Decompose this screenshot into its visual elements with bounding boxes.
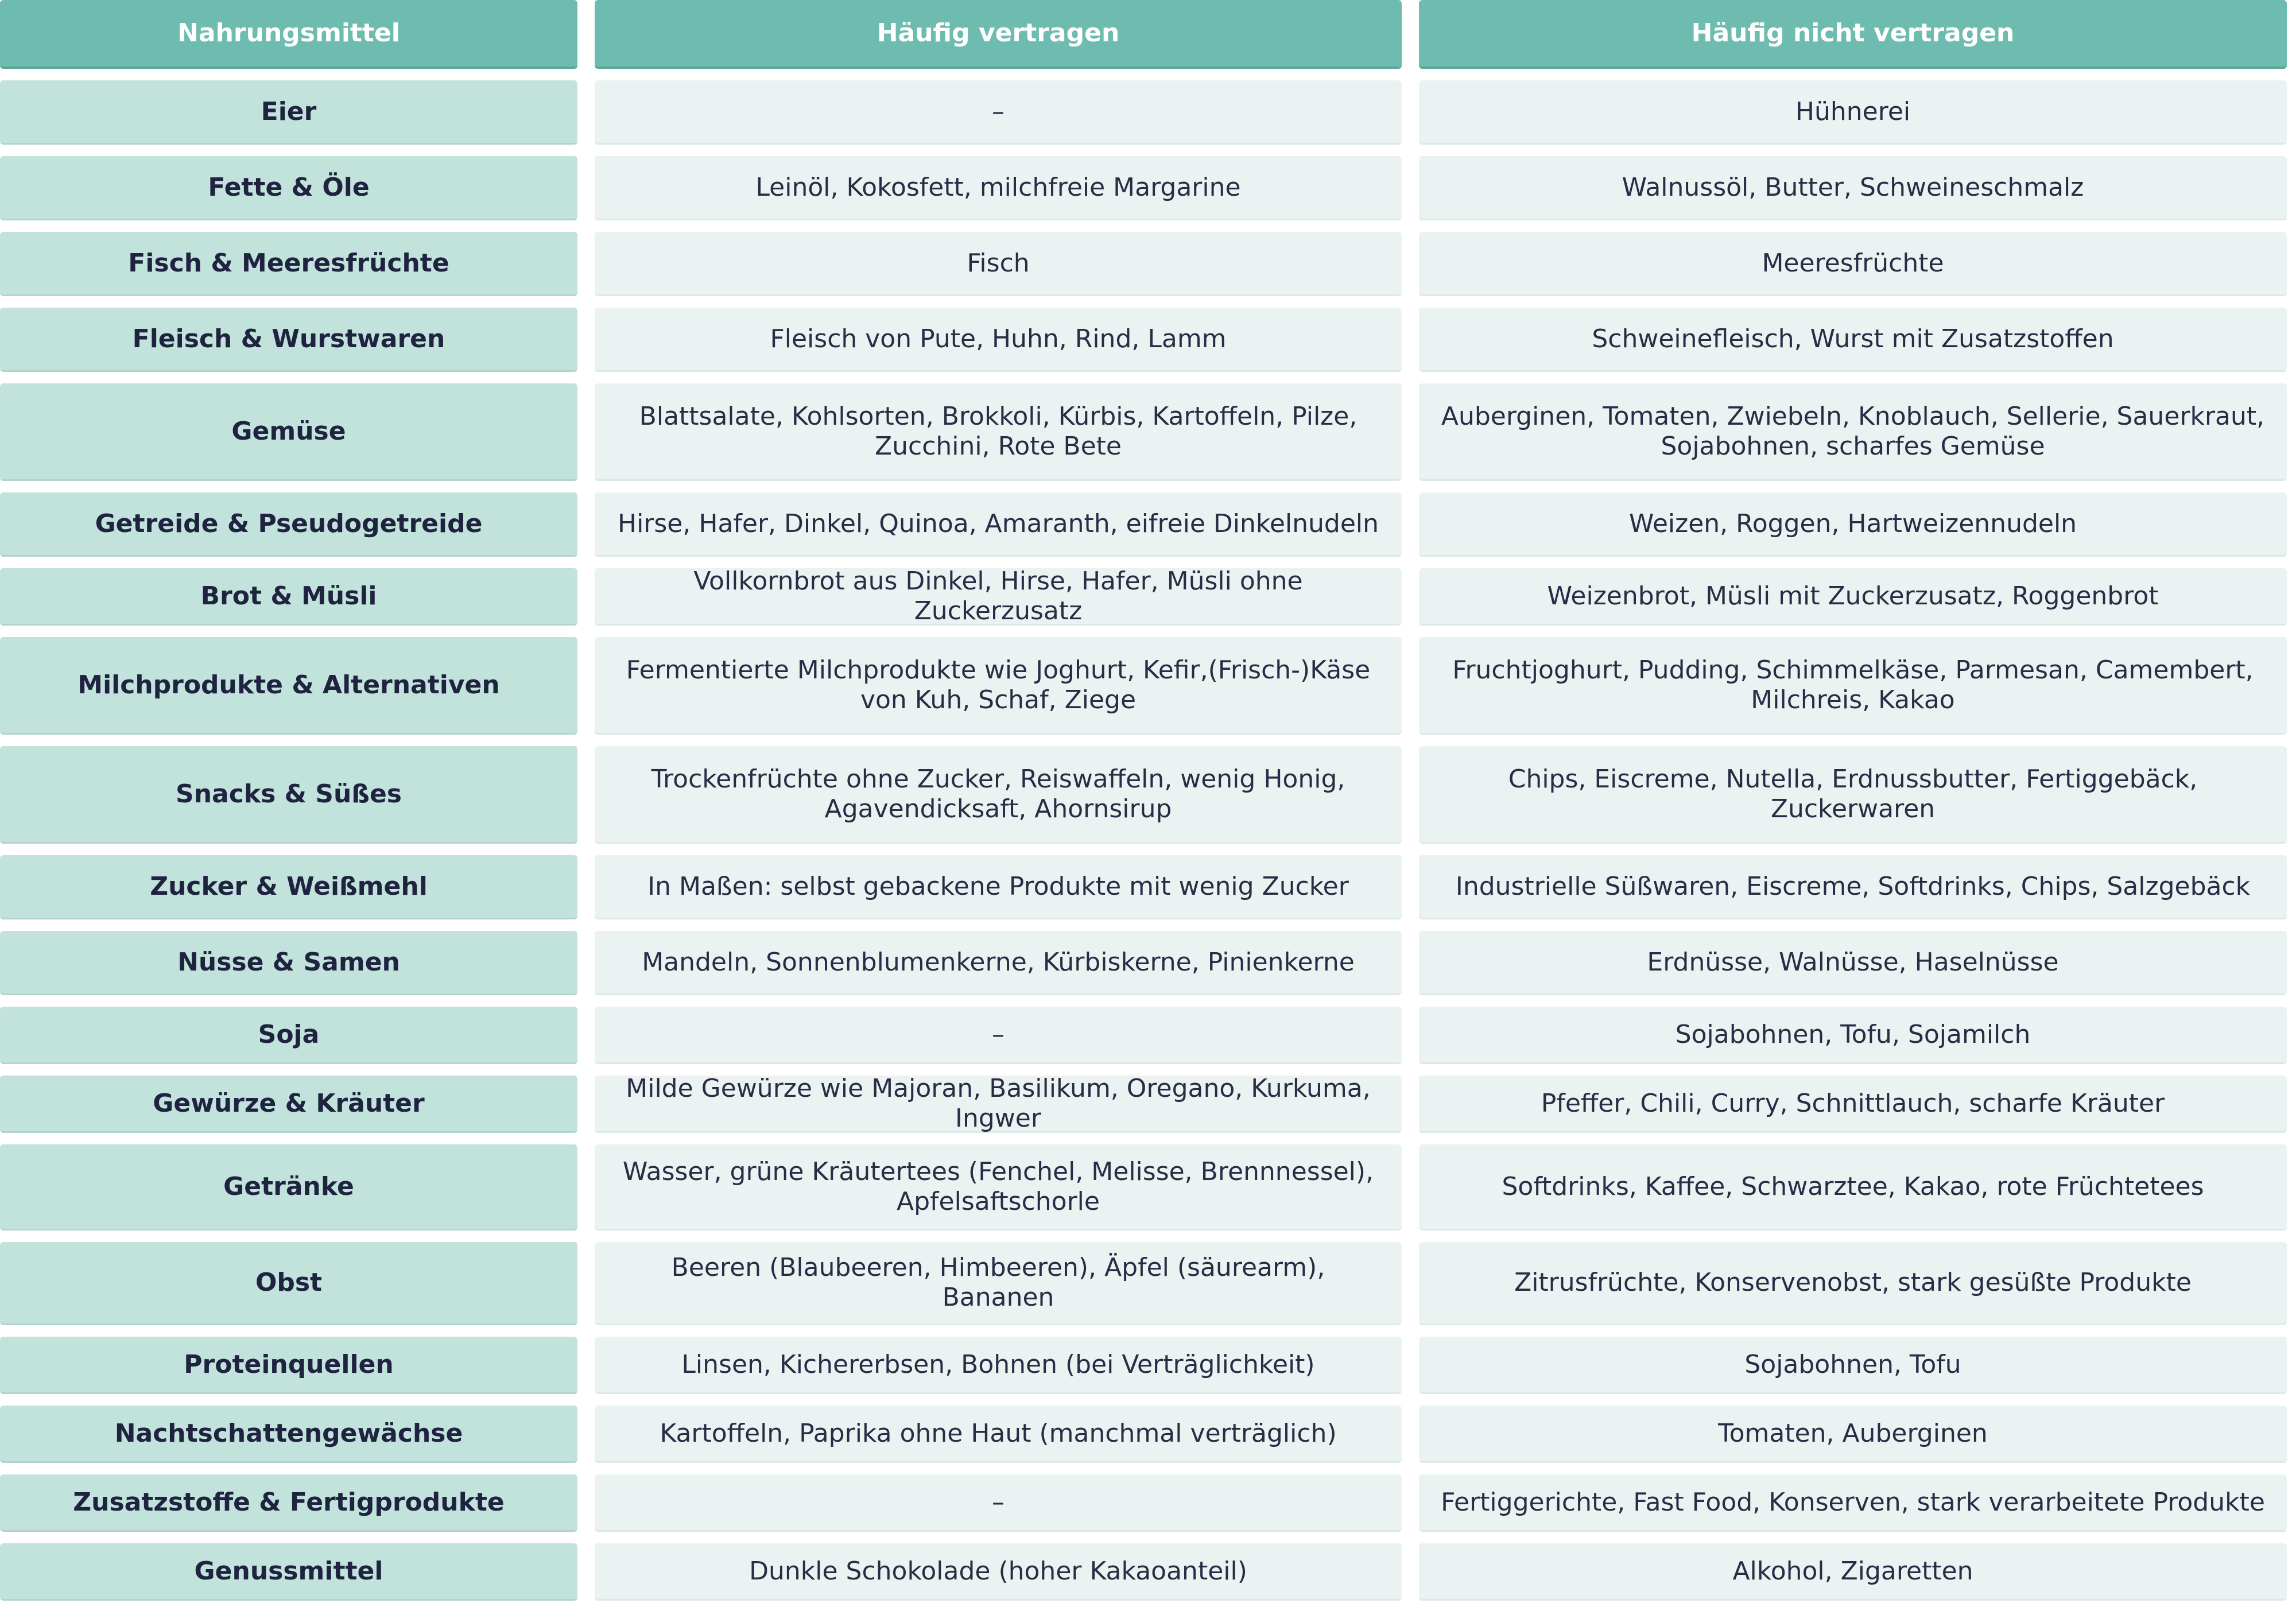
tolerated-cell: Fisch [595, 232, 1402, 296]
tolerated-cell: Hirse, Hafer, Dinkel, Quinoa, Amaranth, eifreie Dinkelnudeln [595, 492, 1402, 557]
column-header-food: Nahrungsmittel [0, 0, 577, 69]
tolerated-cell: Beeren (Blaubeeren, Himbeeren), Äpfel (säurearm), Bananen [595, 1242, 1402, 1325]
tolerated-cell: Fleisch von Pute, Huhn, Rind, Lamm [595, 308, 1402, 372]
tolerated-cell: – [595, 80, 1402, 145]
food-category-cell: Genussmittel [0, 1543, 577, 1601]
not-tolerated-cell: Weizen, Roggen, Hartweizennudeln [1419, 492, 2287, 557]
not-tolerated-cell: Meeresfrüchte [1419, 232, 2287, 296]
tolerated-cell: Mandeln, Sonnenblumenkerne, Kürbiskerne, Pinienkerne [595, 931, 1402, 995]
not-tolerated-cell: Fruchtjoghurt, Pudding, Schimmelkäse, Parmesan, Camembert, Milchreis, Kakao [1419, 637, 2287, 735]
tolerated-cell: Milde Gewürze wie Majoran, Basilikum, Oregano, Kurkuma, Ingwer [595, 1076, 1402, 1133]
food-category-cell: Gemüse [0, 383, 577, 481]
tolerated-cell: Fermentierte Milchprodukte wie Joghurt, Kefir,(Frisch-)Käse von Kuh, Schaf, Ziege [595, 637, 1402, 735]
column-header-tolerated: Häufig vertragen [595, 0, 1402, 69]
not-tolerated-cell: Schweinefleisch, Wurst mit Zusatzstoffen [1419, 308, 2287, 372]
tolerated-cell: Linsen, Kichererbsen, Bohnen (bei Verträglichkeit) [595, 1337, 1402, 1394]
tolerated-cell: Kartoffeln, Paprika ohne Haut (manchmal verträglich) [595, 1406, 1402, 1463]
not-tolerated-cell: Auberginen, Tomaten, Zwiebeln, Knoblauch, Sellerie, Sauerkraut, Sojabohnen, scharfes Gemüse [1419, 383, 2287, 481]
food-category-cell: Zusatzstoffe & Fertigprodukte [0, 1474, 577, 1532]
food-category-cell: Eier [0, 80, 577, 145]
tolerated-cell: Vollkornbrot aus Dinkel, Hirse, Hafer, Müsli ohne Zuckerzusatz [595, 568, 1402, 626]
tolerated-cell: Wasser, grüne Kräutertees (Fenchel, Melisse, Brennnessel), Apfelsaftschorle [595, 1144, 1402, 1231]
tolerated-cell: Blattsalate, Kohlsorten, Brokkoli, Kürbis, Kartoffeln, Pilze, Zucchini, Rote Bete [595, 383, 1402, 481]
tolerated-cell: – [595, 1007, 1402, 1064]
not-tolerated-cell: Walnussöl, Butter, Schweineschmalz [1419, 156, 2287, 220]
food-category-cell: Getreide & Pseudogetreide [0, 492, 577, 557]
not-tolerated-cell: Pfeffer, Chili, Curry, Schnittlauch, scharfe Kräuter [1419, 1076, 2287, 1133]
tolerated-cell: – [595, 1474, 1402, 1532]
not-tolerated-cell: Zitrusfrüchte, Konservenobst, stark gesüßte Produkte [1419, 1242, 2287, 1325]
tolerated-cell: Dunkle Schokolade (hoher Kakaoanteil) [595, 1543, 1402, 1601]
food-category-cell: Getränke [0, 1144, 577, 1231]
food-category-cell: Obst [0, 1242, 577, 1325]
food-category-cell: Zucker & Weißmehl [0, 855, 577, 919]
not-tolerated-cell: Hühnerei [1419, 80, 2287, 145]
food-category-cell: Fette & Öle [0, 156, 577, 220]
not-tolerated-cell: Fertiggerichte, Fast Food, Konserven, stark verarbeitete Produkte [1419, 1474, 2287, 1532]
not-tolerated-cell: Chips, Eiscreme, Nutella, Erdnussbutter, Fertiggebäck, Zuckerwaren [1419, 746, 2287, 844]
not-tolerated-cell: Softdrinks, Kaffee, Schwarztee, Kakao, rote Früchtetees [1419, 1144, 2287, 1231]
not-tolerated-cell: Alkohol, Zigaretten [1419, 1543, 2287, 1601]
column-header-not-tolerated: Häufig nicht vertragen [1419, 0, 2287, 69]
not-tolerated-cell: Sojabohnen, Tofu [1419, 1337, 2287, 1394]
tolerated-cell: Leinöl, Kokosfett, milchfreie Margarine [595, 156, 1402, 220]
not-tolerated-cell: Industrielle Süßwaren, Eiscreme, Softdrinks, Chips, Salzgebäck [1419, 855, 2287, 919]
not-tolerated-cell: Tomaten, Auberginen [1419, 1406, 2287, 1463]
food-category-cell: Gewürze & Kräuter [0, 1076, 577, 1133]
food-category-cell: Proteinquellen [0, 1337, 577, 1394]
not-tolerated-cell: Erdnüsse, Walnüsse, Haselnüsse [1419, 931, 2287, 995]
food-category-cell: Nachtschattengewächse [0, 1406, 577, 1463]
food-category-cell: Fisch & Meeresfrüchte [0, 232, 577, 296]
food-category-cell: Brot & Müsli [0, 568, 577, 626]
food-category-cell: Milchprodukte & Alternativen [0, 637, 577, 735]
food-category-cell: Snacks & Süßes [0, 746, 577, 844]
not-tolerated-cell: Weizenbrot, Müsli mit Zuckerzusatz, Roggenbrot [1419, 568, 2287, 626]
food-category-cell: Soja [0, 1007, 577, 1064]
food-category-cell: Nüsse & Samen [0, 931, 577, 995]
tolerated-cell: In Maßen: selbst gebackene Produkte mit wenig Zucker [595, 855, 1402, 919]
food-category-cell: Fleisch & Wurstwaren [0, 308, 577, 372]
not-tolerated-cell: Sojabohnen, Tofu, Sojamilch [1419, 1007, 2287, 1064]
tolerated-cell: Trockenfrüchte ohne Zucker, Reiswaffeln, wenig Honig, Agavendicksaft, Ahornsirup [595, 746, 1402, 844]
